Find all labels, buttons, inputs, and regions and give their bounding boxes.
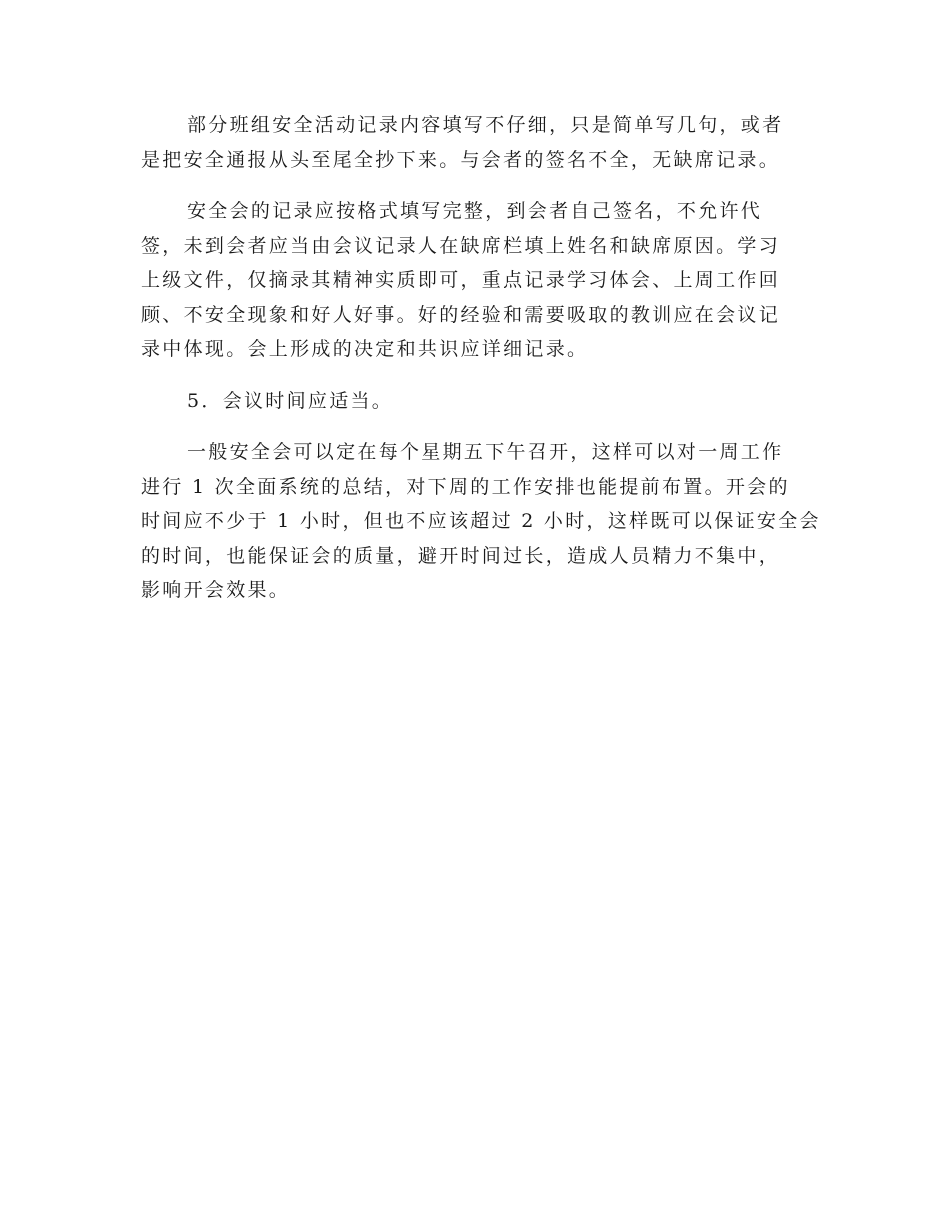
text-line: 上级文件，仅摘录其精神实质即可，重点记录学习体会、上周工作回	[141, 269, 781, 291]
text-line: 是把安全通报从头至尾全抄下来。与会者的签名不全，无缺席记录。	[141, 148, 781, 171]
text-line: 签，未到会者应当由会议记录人在缺席栏填上姓名和缺席原因。学习	[141, 234, 781, 257]
paragraph-meeting-schedule	[141, 435, 821, 608]
text-line: 时间应不少于 1 小时，但也不应该超过 2 小时，这样既可以保证安全会	[141, 510, 821, 532]
text-line: 部分班组安全活动记录内容填写不仔细，只是简单写几句，或者	[187, 114, 784, 136]
text-line: 顾、不安全现象和好人好事。好的经验和需要吸取的教训应在会议记	[141, 303, 781, 326]
text-line: 安全会的记录应按格式填写完整，到会者自己签名，不允许代	[187, 200, 763, 222]
text-line: 一般安全会可以定在每个星期五下午召开，这样可以对一周工作	[187, 441, 784, 463]
text-line: 影响开会效果。	[141, 579, 291, 601]
section-heading-meeting-time	[141, 384, 806, 419]
paragraph-record-requirements	[141, 194, 806, 367]
text-line: 的时间，也能保证会的质量，避开时间过长，造成人员精力不集中，	[141, 544, 781, 567]
text-line: 录中体现。会上形成的决定和共识应详细记录。	[141, 338, 589, 360]
document-body	[141, 108, 821, 608]
text-line: 进行 1 次全面系统的总结，对下周的工作安排也能提前布置。开会的	[141, 475, 790, 498]
paragraph-record-issues	[141, 108, 806, 177]
heading-line: 5．会议时间应适当。	[187, 389, 394, 412]
